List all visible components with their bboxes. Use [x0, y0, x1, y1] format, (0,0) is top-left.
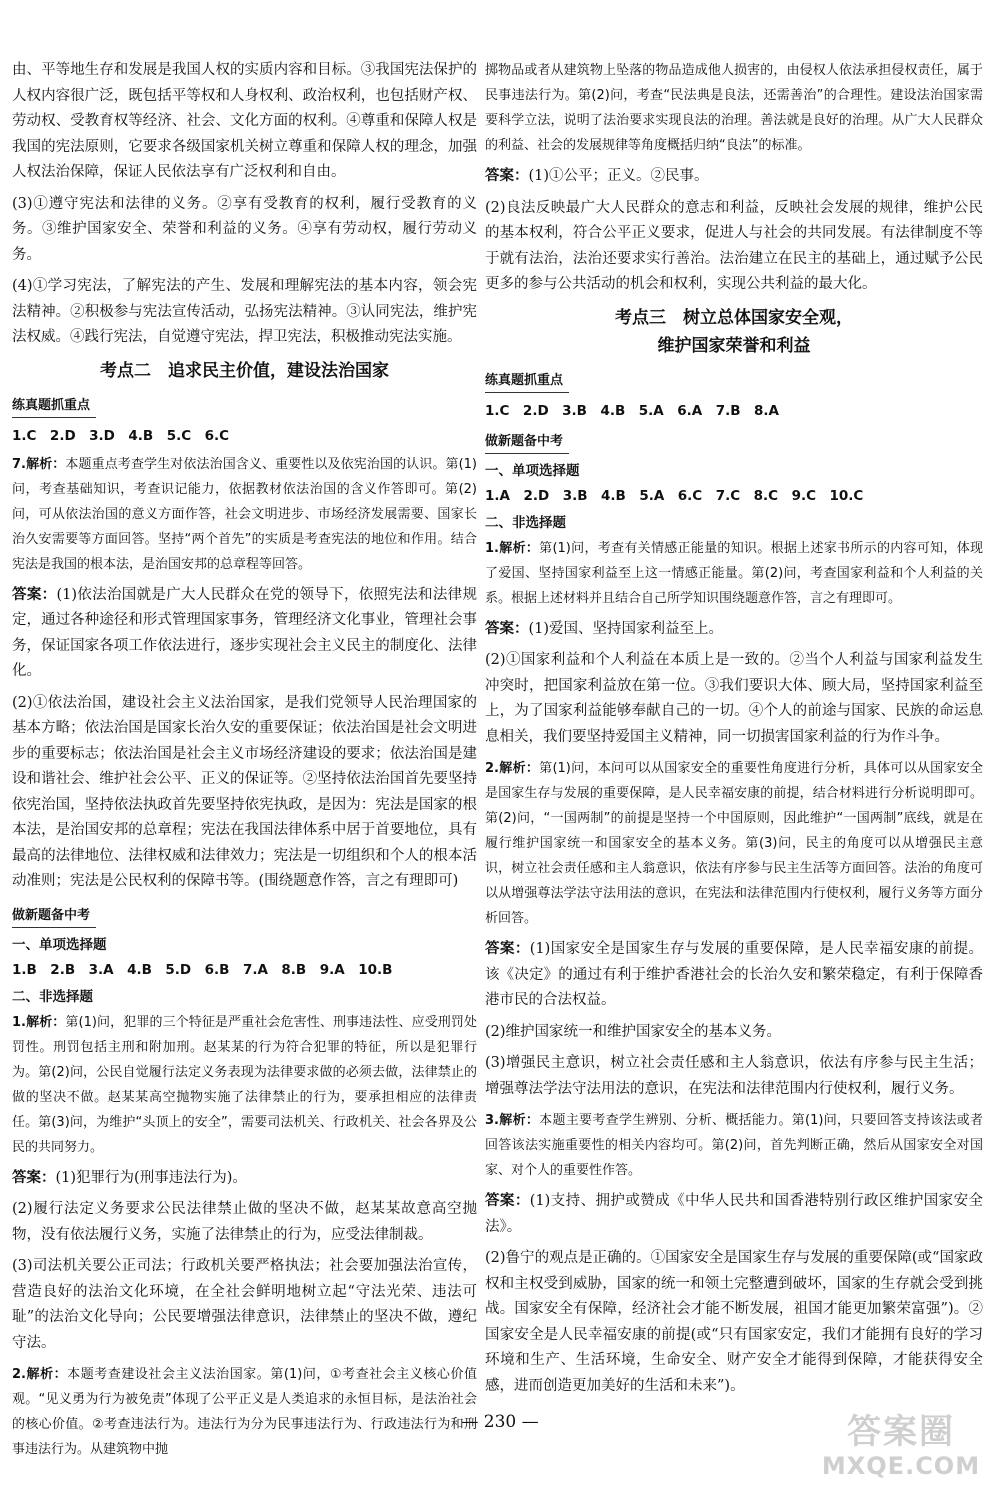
paragraph: (2)①国家利益和个人利益在本质上是一致的。②当个人利益与国家利益发生冲突时，把国家利益放在第一位。③我们要识大体、顾大局，坚持国家利益至上，为了国家利益能够奉献自己的一切。④个人的前途与国家、民族的命运息息相关，我们要坚持爱国主义精神，同一切损害国家利益的行为作斗争。 — [485, 652, 983, 745]
analysis-block — [485, 756, 983, 931]
question-type-heading: 二、非选择题 — [12, 988, 93, 1005]
paragraph: (2)良法反映最广大人民群众的意志和利益，反映社会发展的规律，维护公民的基本权利，符合公平正义要求，促进人与社会的共同发展。有法律制度不等于就有法治，法治还要求实行善治。法治建立在民主的基础上，通过赋予公民更多的参与公共活动的机会和权利，实现公共利益的最大化。 — [485, 199, 983, 292]
answer-block — [485, 617, 983, 643]
paragraph: (4)①学习宪法，了解宪法的产生、发展和理解宪法的基本内容，领会宪法精神。②积极参与宪法宣传活动，弘扬宪法精神。③认同宪法，维护宪法权威。④践行宪法，自觉遵守宪法，捍卫宪法，积极推动宪法实施。 — [12, 278, 477, 345]
paragraph: (3)增强民主意识，树立社会责任感和主人翁意识，依法有序参与民主生活；增强尊法学法守法用法的意识，在宪法和法律范围内行使权利，履行义务。 — [485, 1055, 983, 1097]
answer-block — [485, 1189, 983, 1240]
subsection-label: 练真题抓重点 — [485, 370, 569, 393]
answer-block — [485, 164, 983, 190]
section-title-line: 维护国家荣誉和利益 — [657, 335, 811, 356]
section-title — [485, 304, 983, 360]
analysis-label: 2.解析： — [12, 1367, 68, 1382]
answer-label: 答案： — [12, 586, 57, 603]
answer-text: (1)①公平；正义。②民事。 — [528, 168, 709, 184]
analysis-text: 第(1)问，本问可以从国家安全的重要性角度进行分析，具体可以从国家安全是国家生存与发展的重要保障，是人民幸福安康的前提，结合材料进行分析说明即可。第(2)问，“一国两制”的前提是坚持一个中国原则，因此维护“一国两制”底线，就是在履行维护国家统一和国家安全的基本义务。第(3)问，民主的角度可以从增强民主意识，树立社会责任感和主人翁意识，依法有序参与民主生活等方面回答。法治的角度可以从增强尊法学法守法用法的意识，在宪法和法律范围内行使权利，履行义务等方面分析回答。 — [485, 761, 984, 926]
analysis-block — [485, 1108, 983, 1183]
answer-key: 1.B 2.B 3.A 4.B 5.D 6.B 7.A 8.B 9.A 10.B — [12, 961, 393, 978]
subsection-label: 做新题备中考 — [485, 431, 569, 454]
analysis-label: 2.解析： — [485, 761, 540, 776]
analysis-text: 本题主要考查学生辨别、分析、概括能力。第(1)问，只要回答支持该法或者回答该法实施重要性的相关内容均可。第(2)问，首先判断正确，然后从国家安全对国家、对个人的重要性作答。 — [485, 1113, 984, 1178]
answer-label: 答案： — [485, 941, 530, 957]
answer-text: (1)依法治国就是广大人民群众在党的领导下，依照宪法和法律规定，通过各种途径和形式管理国家事务，管理经济文化事业，管理社会事务，保证国家各项工作依法进行，逐步实现社会主义民主的制度化、法律化。 — [12, 586, 477, 679]
section-title: 考点二 追求民主价值，建设法治国家 — [100, 360, 389, 381]
answer-key: 1.C 2.D 3.B 4.B 5.A 6.A 7.B 8.A — [485, 402, 780, 419]
page-number: — 230 — — [461, 1412, 539, 1432]
answer-label: 答案： — [485, 620, 529, 637]
analysis-text: 第(1)问，考查有关情感正能量的知识。根据上述家书所示的内容可知，体现了爱国、坚持国家利益至上这一情感正能量。第(2)问，考查国家利益和个人利益的关系。根据上述材料并且结合自己所学知识围绕题意作答，言之有理即可。 — [485, 540, 984, 606]
question-type-heading: 一、单项选择题 — [12, 936, 107, 953]
answer-label: 答案： — [485, 1193, 530, 1209]
analysis-continued: 掷物品或者从建筑物上坠落的物品造成他人损害的，由侵权人依法承担侵权责任，属于民事违法行为。第(2)问，考查“民法典是良法，还需善治”的合理性。建设法治国家需要科学立法，说明了法治要求实现良法的治理。善法就是良好的治理。从广大人民群众的利益、社会的发展规律等角度概括归纳“良法”的标准。 — [485, 63, 983, 153]
answer-text: (1)犯罪行为(刑事违法行为)。 — [55, 1169, 247, 1186]
answer-text: (1)爱国、坚持国家利益至上。 — [528, 620, 724, 637]
analysis-label: 3.解析： — [485, 1113, 540, 1128]
paragraph: (3)司法机关要公正司法；行政机关要严格执法；社会要加强法治宣传，营造良好的法治文化环境，在全社会鲜明地树立起“守法光荣、违法可耻”的法治文化导向；公民要增强法律意识，法律禁止的坚决不做，遵纪守法。 — [12, 1258, 477, 1351]
subsection-label: 练真题抓重点 — [12, 395, 96, 418]
paragraph: 由、平等地生存和发展是我国人权的实质内容和目标。③我国宪法保护的人权内容很广泛，既包括平等权和人身权利、政治权利，也包括财产权、劳动权、受教育权等经济、社会、文化方面的权利。④尊重和保障人权是我国的宪法原则，它要求各级国家机关树立尊重和保障人权的理念，加强人权法治保障，保证人民依法享有广泛权利和自由。 — [12, 62, 477, 180]
analysis-text: 本题考查建设社会主义法治国家。第(1)问，①考查社会主义核心价值观。“见义勇为行为被免责”体现了公平正义是人类追求的永恒目标，是法治社会的核心价值。②考查违法行为。违法行为分为民事违法行为、行政违法行为和刑事违法行为。从建筑物中抛 — [12, 1367, 478, 1457]
paragraph: (2)鲁宁的观点是正确的。①国家安全是国家生存与发展的重要保障(或“国家政权和主权受到威胁，国家的统一和领土完整遭到破坏，国家的生存就会受到挑战。国家安全有保障，经济社会才能不断发展，祖国才能更加繁荣富强”)。②国家安全是人民幸福安康的前提(或“只有国家安定，我们才能拥有良好的学习环境和生产、生活环境，生命安全、财产安全才能得到保障，才能获得安全感，进而创造更加美好的生活和未来”)。 — [485, 1250, 983, 1394]
paragraph: (2)履行法定义务要求公民法律禁止做的坚决不做，赵某某故意高空抛物，没有依法履行义务，实施了法律禁止的行为，应受法律制裁。 — [12, 1201, 477, 1243]
answer-text: (1)支持、拥护或赞成《中华人民共和国香港特别行政区维护国家安全法》。 — [485, 1193, 983, 1235]
subsection-label: 做新题备中考 — [12, 905, 96, 928]
answer-label: 答案： — [12, 1169, 56, 1186]
left-column — [12, 58, 477, 1468]
answer-label: 答案： — [485, 168, 529, 184]
right-column — [485, 58, 983, 1405]
answer-block — [12, 583, 477, 685]
analysis-block — [12, 452, 477, 577]
paragraph: (3)①遵守宪法和法律的义务。②享有受教育的权利，履行受教育的义务。③维护国家安全、荣誉和利益的义务。④享有劳动权，履行劳动义务。 — [12, 195, 477, 263]
watermark-logo — [812, 1412, 990, 1484]
answer-block — [485, 937, 983, 1014]
answer-key: 1.A 2.D 3.B 4.B 5.A 6.C 7.C 8.C 9.C 10.C — [485, 487, 864, 504]
paragraph: (2)①依法治国，建设社会主义法治国家，是我们党领导人民治理国家的基本方略；依法治国是国家长治久安的重要保证；依法治国是社会文明进步的重要标志；依法治国是社会主义市场经济建设的要求；依法治国是建设和谐社会、维护社会公平、正义的保证等。②坚持依法治国首先要坚持依宪治国，坚持依法执政首先要坚持依宪执政，是因为：宪法是国家的根本法，是治国安邦的总章程；宪法在我国法律体系中居于首要地位，具有最高的法律地位、法律权威和法律效力；宪法是一切组织和个人的根本活动准则；宪法是公民权利的保障书等。(围绕题意作答，言之有理即可) — [12, 694, 477, 889]
question-type-heading: 二、非选择题 — [485, 514, 566, 531]
analysis-label: 1.解析： — [12, 1014, 66, 1030]
analysis-text: 本题重点考查学生对依法治国含义、重要性以及依宪治国的认识。第(1)问，考查基础知识，考查识记能力，依据教材依法治国的含义作答即可。第(2)问，可从依法治国的意义方面作答，社会文明进步、市场经济发展需要、国家长治久安需要等方面回答。坚持“两个首先”的实质是考查宪法的地位和作用。结合宪法是我国的根本法，是治国安邦的总章程等回答。 — [12, 456, 478, 572]
watermark-url: MXQE.COM — [821, 1452, 981, 1480]
answer-block — [12, 1166, 477, 1192]
analysis-label: 1.解析： — [485, 540, 540, 556]
paragraph: (2)维护国家统一和维护国家安全的基本义务。 — [485, 1023, 782, 1040]
watermark-text: 答案圈 — [847, 1412, 955, 1452]
answer-text: (1)国家安全是国家生存与发展的重要保障，是人民幸福安康的前提。该《决定》的通过有利于维护香港社会的长治久安和繁荣稳定，有利于保障香港市民的合法权益。 — [485, 941, 983, 1008]
section-title-line: 考点三 树立总体国家安全观， — [615, 307, 853, 328]
analysis-block — [12, 1010, 477, 1160]
question-type-heading: 一、单项选择题 — [485, 462, 580, 479]
analysis-block — [485, 536, 983, 611]
analysis-text: 第(1)问，犯罪的三个特征是严重社会危害性、刑事违法性、应受刑罚处罚性。刑罚包括主刑和附加刑。赵某某的行为符合犯罪的特征，所以是犯罪行为。第(2)问，公民自觉履行法定义务表现为法律要求做的必须去做，法律禁止的做的坚决不做。赵某某高空抛物实施了法律禁止的行为，要承担相应的法律责任。第(3)问，为维护“头顶上的安全”，需要司法机关、行政机关、社会各界及公民的共同努力。 — [12, 1014, 478, 1155]
answer-key: 1.C 2.D 3.D 4.B 5.C 6.C — [12, 427, 230, 444]
analysis-label: 7.解析： — [12, 456, 66, 472]
